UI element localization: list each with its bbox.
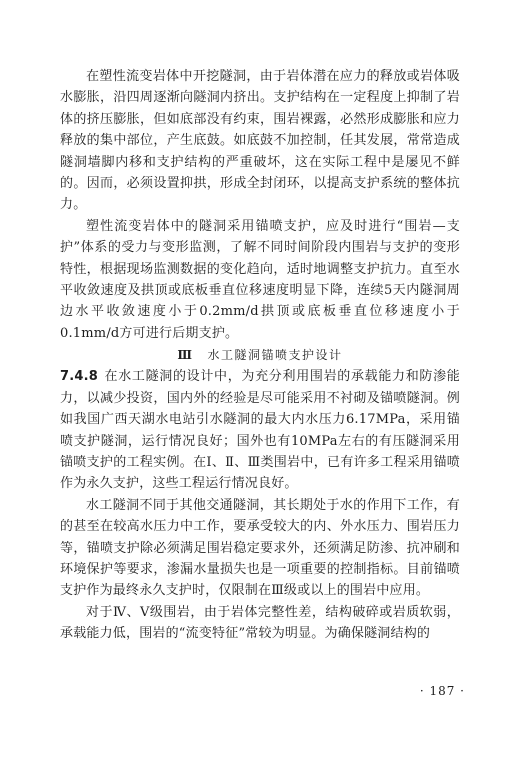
clause-number: 7.4.8 [60, 369, 99, 385]
clause-7-4-8 [60, 366, 460, 494]
page-number: · 187 · [419, 684, 465, 698]
section-title: 水工隧洞锚喷支护设计 [207, 348, 343, 363]
paragraph-hydraulic-tunnel: 水工隧洞不同于其他交通隧洞，其长期处于水的作用下工作，有的甚至在较高水压力中工作，要承受较大的内、外水压力、围岩压力等，锚喷支护除必须满足围岩稳定要求外，还须满足防渗、抗冲刷和环境保护等要求，渗漏水量损失也是一项重要的控制指标。目前锚喷支护作为最终永久支护时，仅限制在Ⅲ级或以上的围岩中应用。 [60, 497, 460, 599]
page-body [60, 66, 460, 645]
clause-text: 在水工隧洞的设计中，为充分利用围岩的承载能力和防渗能力，以减少投资，国内外的经验是尽可能采用不衬砌及锚喷隧洞。例如我国广西天湖水电站引水隧洞的最大内水压力6.17MPa，采用锚喷支护隧洞，运行情况良好；国外也有10MPa左右的有压隧洞采用锚喷支护的工程实例。在Ⅰ、Ⅱ、Ⅲ类围岩中，已有许多工程采用锚喷作为永久支护，这些工程运行情况良好。 [60, 369, 460, 492]
section-roman-numeral: Ⅲ [177, 348, 194, 363]
paragraph-monitoring: 塑性流变岩体中的隧洞采用锚喷支护，应及时进行“围岩—支护”体系的受力与变形监测，了解不同时间阶段内围岩与支护的变形特性，根据现场监测数据的变化趋向，适时地调整支护抗力。直至水平收敛速度及拱顶或底板垂直位移速度明显下降，连续5天内隧洞周边水平收敛速度小于0.2mm/d拱顶或底板垂直位移速度小于0.1mm/d方可进行后期支护。 [60, 218, 460, 341]
paragraph-weak-rock: 对于Ⅳ、Ⅴ级围岩，由于岩体完整性差，结构破碎或岩质软弱，承载能力低，围岩的“流变特征”常较为明显。为确保隧洞结构的 [60, 604, 460, 642]
paragraph-plastic-rheology: 在塑性流变岩体中开挖隧洞，由于岩体潜在应力的释放或岩体吸水膨胀，沿四周逐渐向隧洞内挤出。支护结构在一定程度上抑制了岩体的挤压膨胀，但如底部没有约束，围岩裸露，必然形成膨胀和应力释放的集中部位，产生底鼓。如底鼓不加控制，任其发展，常常造成隧洞墙脚内移和支护结构的严重破坏，这在实际工程中是屡见不鲜的。因而，必须设置抑拱，形成全封闭环，以提高支护系统的整体抗力。 [60, 69, 460, 213]
section-heading [60, 344, 460, 366]
